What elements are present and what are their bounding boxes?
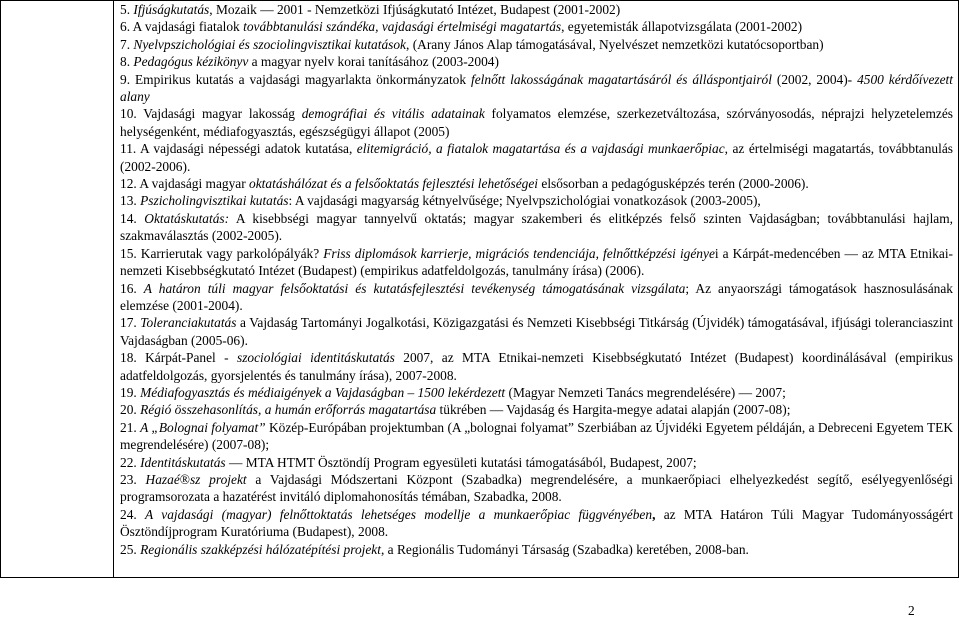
list-item-text: a Vajdasági Módszertani Központ (Szabadka) megrendelésére, a munkaerőpiaci elhelyezkedést segítő, esélyegyenlőségi programsorozata a hazatérést invitáló diplomahonosítás témában, Szabadka, 2008. (120, 471, 953, 505)
list-item (120, 36, 953, 53)
list-item-text: tükrében — Vajdaság és Hargita-megye adatai alapján (2007-08); (436, 402, 791, 418)
list-item-text: 7. (120, 36, 134, 52)
list-item-text: 11. A vajdasági népességi adatok kutatása, (120, 141, 357, 157)
list-item-text: felnőtt lakosságának magatartásáról és álláspontjairól (471, 71, 772, 87)
table-left-border (0, 0, 1, 578)
list-item-text: 21. (120, 419, 141, 435)
list-item-text: (2002, 2004)- (771, 71, 858, 87)
list-item-text: 17. (120, 315, 141, 331)
list-item-text: 25. (120, 541, 141, 557)
list-item (120, 349, 953, 384)
list-item-text: szociológiai identitáskutatás (236, 350, 395, 366)
list-item-text: 18. Kárpát-Panel - (120, 350, 237, 366)
project-list (120, 1, 953, 558)
list-item-text: 23. (120, 471, 146, 487)
list-item-text: Oktatáskutatás: (144, 210, 230, 226)
list-item-text: : A vajdasági magyarság kétnyelvűsége; Nyelvpszichológiai vonatkozások (2003-2005), (288, 193, 761, 209)
list-item-text: Pedagógus kézikönyv (133, 54, 249, 70)
list-item-text: 15. Karrierutak vagy parkolópályák? (120, 245, 324, 261)
list-item-text: 2007, az MTA Etnikai-nemzeti Kisebbségkutató Intézet (Budapest) koordinálásával (empirikus adatfeldolgozás, gyorsjelentés és tanulmány írása), 2007-2008. (120, 350, 953, 383)
list-item-text: Toleranciakutatás (140, 315, 237, 331)
list-item (120, 71, 953, 106)
list-item-text: oktatáshálózat és a felsőoktatás fejlesztési lehetőségei (249, 176, 539, 192)
list-item-text: 6. A vajdasági fiatalok (120, 19, 244, 35)
table-bottom-border (0, 577, 959, 578)
list-item-text: ® (179, 471, 190, 487)
list-item-text: ; Az anyaországi támogatások hasznosulásának elemzése (2001-2004). (120, 280, 953, 313)
list-item-text: A vajdasági (magyar) felnőttoktatás lehetséges modellje a munkaerőpiac függvényében (145, 506, 653, 522)
list-item-text: továbbtanulási szándéka, vajdasági értelmiségi magatartás (243, 19, 562, 35)
list-item-text: Friss diplomások karrierje, migrációs tendenciája, felnőttképzési igénye (323, 245, 715, 261)
list-item-text: 12. A vajdasági magyar (120, 176, 250, 192)
list-item-text: Régió összehasonlítás, a humán erőforrás magatartása (140, 402, 437, 418)
list-item-text: 9. Empirikus kutatás a vajdasági magyarlakta önkormányzatok (120, 71, 471, 87)
list-item-text: 16. (120, 280, 144, 296)
list-item-text: , az értelmiségi magatartás, továbbtanulás (2002-2006). (120, 141, 953, 174)
list-item-text: Ifjúságkutatás (133, 2, 210, 17)
list-item (120, 506, 953, 541)
list-item-text: — MTA HTMT Ösztöndíj Program egyesületi kutatási támogatásából, Budapest, 2007; (225, 454, 697, 470)
list-item-text: Regionális szakképzési hálózatépítési projekt (140, 541, 381, 557)
list-item-text: 4500 kérdőívezett alany (120, 71, 953, 105)
list-item (120, 210, 953, 245)
list-item-text: 8. (120, 54, 134, 70)
list-item (120, 140, 953, 175)
list-item-text: A határon túli magyar felsőoktatási és kutatásfejlesztési tevékenység támogatásának vizsgálata (143, 280, 686, 296)
list-item-text: Pszicholingvisztikai kutatás (140, 193, 289, 209)
list-item-text: , egyetemisták állapotvizsgálata (2001-2002) (561, 19, 803, 35)
list-item (120, 384, 953, 401)
list-item (120, 175, 953, 192)
list-item-text: 10. Vajdasági magyar lakosság (120, 106, 302, 122)
list-item-text: Hazaé (145, 471, 180, 487)
list-item-text: demográfiai és vitális adatainak (301, 106, 485, 122)
list-item-text: Identitáskutatás (140, 454, 226, 470)
list-item (120, 401, 953, 418)
list-item-text: , (Arany János Alap támogatásával, Nyelvészet nemzetközi kutatócsoportban) (406, 36, 824, 52)
table-column-divider (113, 0, 114, 578)
list-item-text: Közép-Európában projektumban (A „bolognai folyamat” Szerbiában az Újvidéki Egyetem példáján, a Debreceni Egyetem TEK megrendelésére) (2007-08); (120, 419, 953, 453)
list-item (120, 53, 953, 70)
list-item-text: , a Regionális Tudományi Társaság (Szabadka) keretében, 2008-ban. (380, 541, 749, 557)
page-number: 2 (908, 603, 915, 618)
list-item-text: az MTA Határon Túli Magyar Tudományosságért Ösztöndíjprogram Kuratóriuma (Budapest), 2008. (120, 506, 953, 540)
list-item-text: elitemigráció, a fiatalok magatartása és a vajdasági munkaerőpiac (356, 141, 725, 157)
list-item-text: 19. (120, 384, 141, 400)
list-item-text: Nyelvpszichológiai és szociolingvisztikai kutatások (133, 36, 407, 52)
list-item (120, 245, 953, 280)
list-item (120, 105, 953, 140)
list-item-text: a Vajdaság Tartományi Jogalkotási, Közigazgatási és Nemzeti Kisebbségi Titkárság (Újvidék) támogatásával, ifjúsági toleranciaszint Vajdaságban (2005-06). (120, 315, 953, 348)
list-item (120, 541, 953, 558)
list-item-text: A kisebbségi magyar tannyelvű oktatás; magyar szakemberi és elitképzés felső szinten Vajdaságban; továbbtanulási hajlam, szakmaválasztás (2002-2005). (120, 210, 953, 244)
list-item (120, 1, 953, 18)
list-item-text: Médiafogyasztás és médiaigények a Vajdaságban – 1500 lekérdezett (140, 384, 506, 400)
list-item-text: elsősorban a pedagógusképzés terén (2000-2006). (538, 176, 809, 192)
list-item (120, 280, 953, 315)
list-item (120, 192, 953, 209)
list-item-text: 5. (120, 2, 134, 17)
list-item-text: 14. (120, 210, 145, 226)
list-item-text: , Mozaik — 2001 - Nemzetközi Ifjúságkutató Intézet, Budapest (2001-2002) (209, 2, 621, 17)
list-item (120, 314, 953, 349)
list-item-text: 22. (120, 454, 141, 470)
list-item (120, 471, 953, 506)
list-item-text: a magyar nyelv korai tanításához (2003-2004) (248, 54, 499, 70)
list-item-text: 13. (120, 193, 141, 209)
list-item (120, 419, 953, 454)
list-item-text: (Magyar Nemzeti Tanács megrendelésére) — 2007; (505, 384, 786, 400)
list-item-text: sz projekt (189, 471, 247, 487)
list-item-text: 24. (120, 506, 146, 522)
list-item-text: i a Kárpát-medencében — az MTA Etnikai-nemzeti Kisebbségkutató Intézet (Budapest) (empirikus adatfeldolgozás, tanulmány írása) (2006). (120, 245, 953, 279)
list-item (120, 18, 953, 35)
list-item (120, 454, 953, 471)
list-item-text: A „Bolognai folyamat” (140, 419, 266, 435)
list-item-text: 20. (120, 402, 141, 418)
list-item-text: folyamatos elemzése, szerkezetváltozása, szórványosodás, néprajzi helyzetelemzés helységenként, médiafogyasztás, egészségügyi állapot (2005) (120, 106, 953, 139)
list-item-text: , (652, 506, 656, 522)
